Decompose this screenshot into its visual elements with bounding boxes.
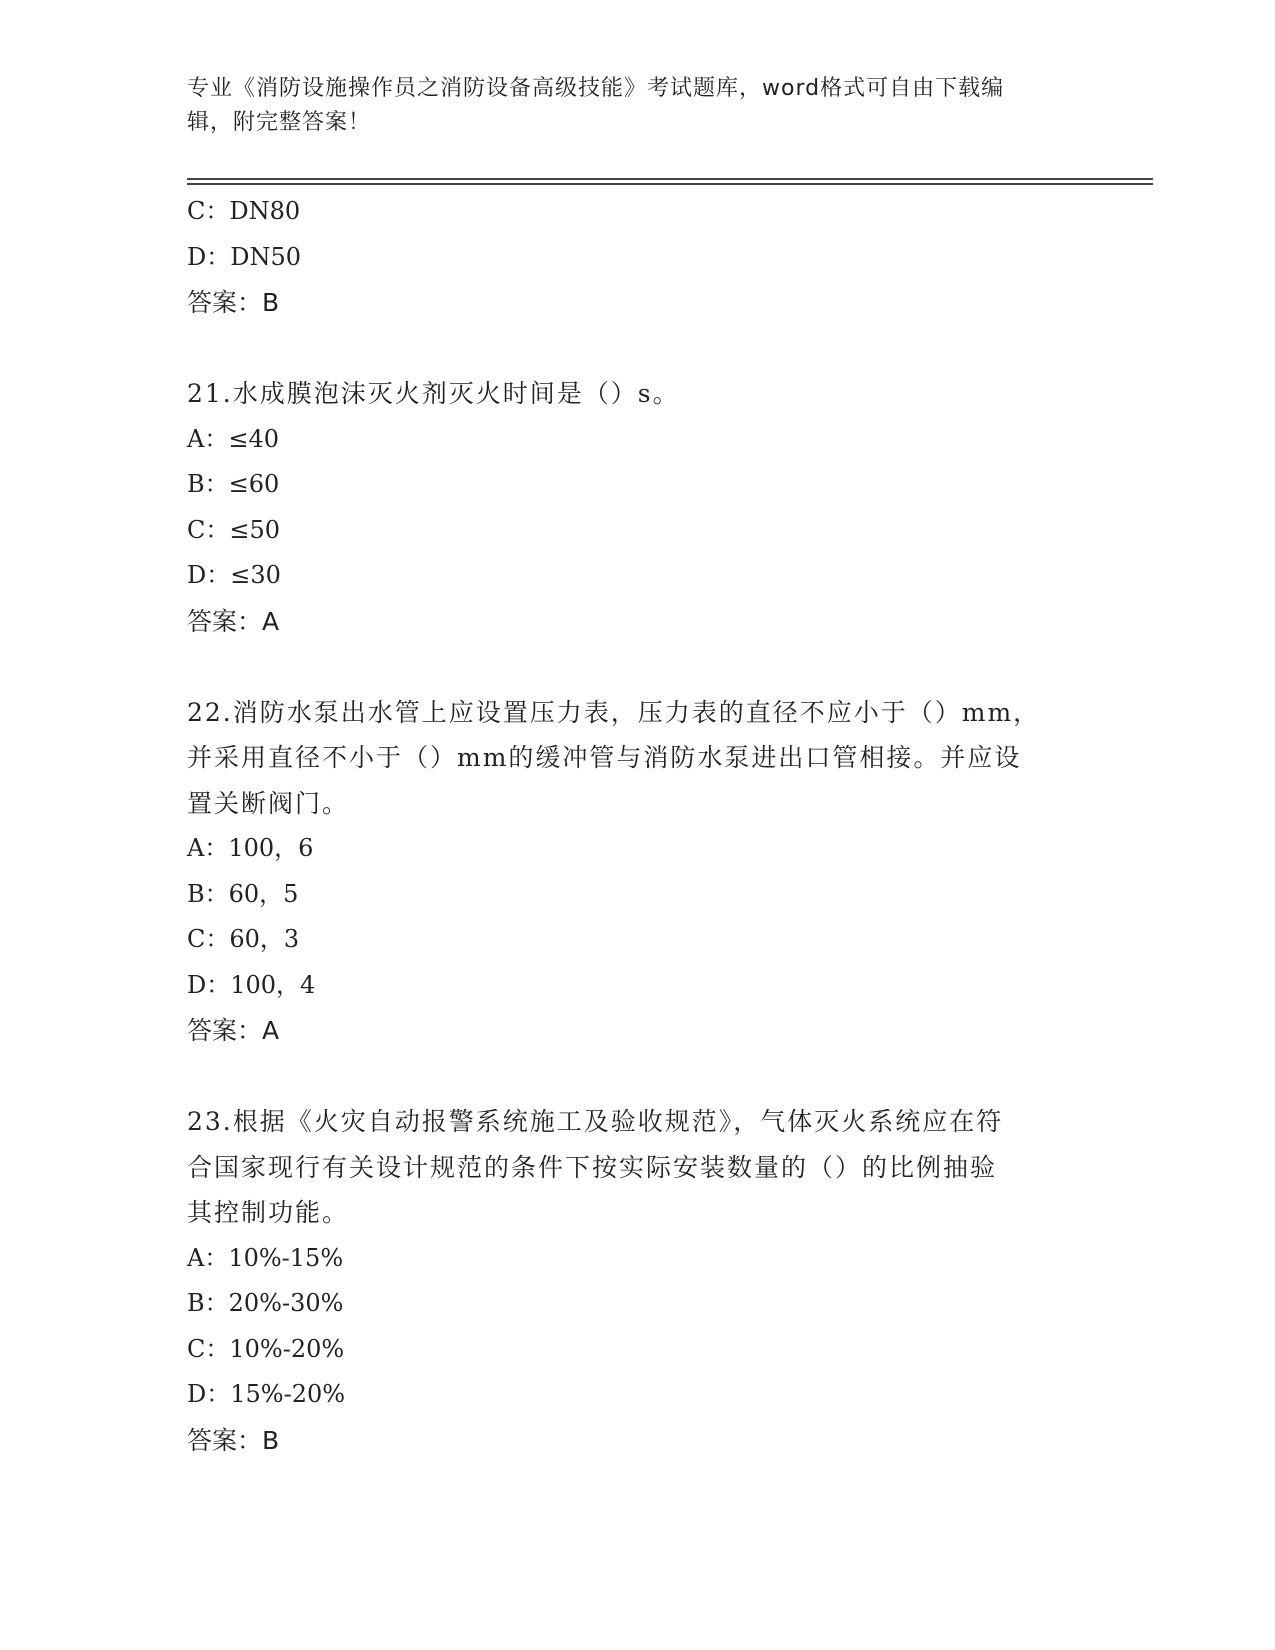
answer-line: 答案：A (187, 606, 280, 636)
question-text-line-2: 并采用直径不小于（）mm的缓冲管与消防水泵进出口管相接。并应设 (187, 743, 1022, 772)
option-c: C：DN80 (187, 197, 301, 225)
question-text-line-1: 23.根据《火灾自动报警系统施工及验收规范》，气体灭火系统应在符 (187, 1107, 1004, 1136)
option-b: B：≤60 (187, 470, 280, 498)
spacer (187, 644, 1087, 690)
header-line-1: 专业《消防设施操作员之消防设备高级技能》考试题库，word格式可自由下载编 (187, 76, 1005, 101)
option-c: C：60，3 (187, 925, 300, 953)
header-divider-top (187, 178, 1153, 180)
header-divider-bottom (187, 183, 1153, 185)
option-a: A：100，6 (187, 834, 314, 862)
previous-question-tail (187, 189, 1087, 326)
header-line-2: 辑，附完整答案！ (187, 110, 372, 135)
option-b: B：60，5 (187, 879, 299, 908)
document-header (187, 72, 1087, 140)
question-22 (187, 690, 1087, 1054)
option-c: C：≤50 (187, 515, 281, 544)
option-b: B：20%-30% (187, 1289, 344, 1317)
question-21 (187, 371, 1087, 644)
question-text-line-3: 置关断阀门。 (187, 788, 350, 818)
answer-line: 答案：A (187, 1016, 280, 1045)
option-d: D：DN50 (187, 242, 302, 271)
question-text-line-3: 其控制功能。 (187, 1198, 350, 1227)
question-text: 21.水成膜泡沫灭火剂灭火时间是（）s。 (187, 379, 680, 408)
answer-line: 答案：B (187, 1425, 280, 1455)
question-text-line-1: 22.消防水泵出水管上应设置压力表，压力表的直径不应小于（）mm， (187, 697, 1041, 727)
spacer (187, 326, 1087, 372)
option-a: A：10%-15% (187, 1243, 344, 1272)
option-d: D：15%-20% (187, 1380, 346, 1408)
option-d: D：≤30 (187, 561, 281, 589)
question-23 (187, 1099, 1087, 1463)
document-body (187, 189, 1087, 1463)
option-c: C：10%-20% (187, 1334, 345, 1363)
option-d: D：100，4 (187, 970, 316, 999)
option-a: A：≤40 (187, 424, 279, 453)
question-text-line-2: 合国家现行有关设计规范的条件下按实际安装数量的（）的比例抽验 (187, 1152, 998, 1182)
spacer (187, 1054, 1087, 1100)
answer-line: 答案：B (187, 288, 280, 317)
